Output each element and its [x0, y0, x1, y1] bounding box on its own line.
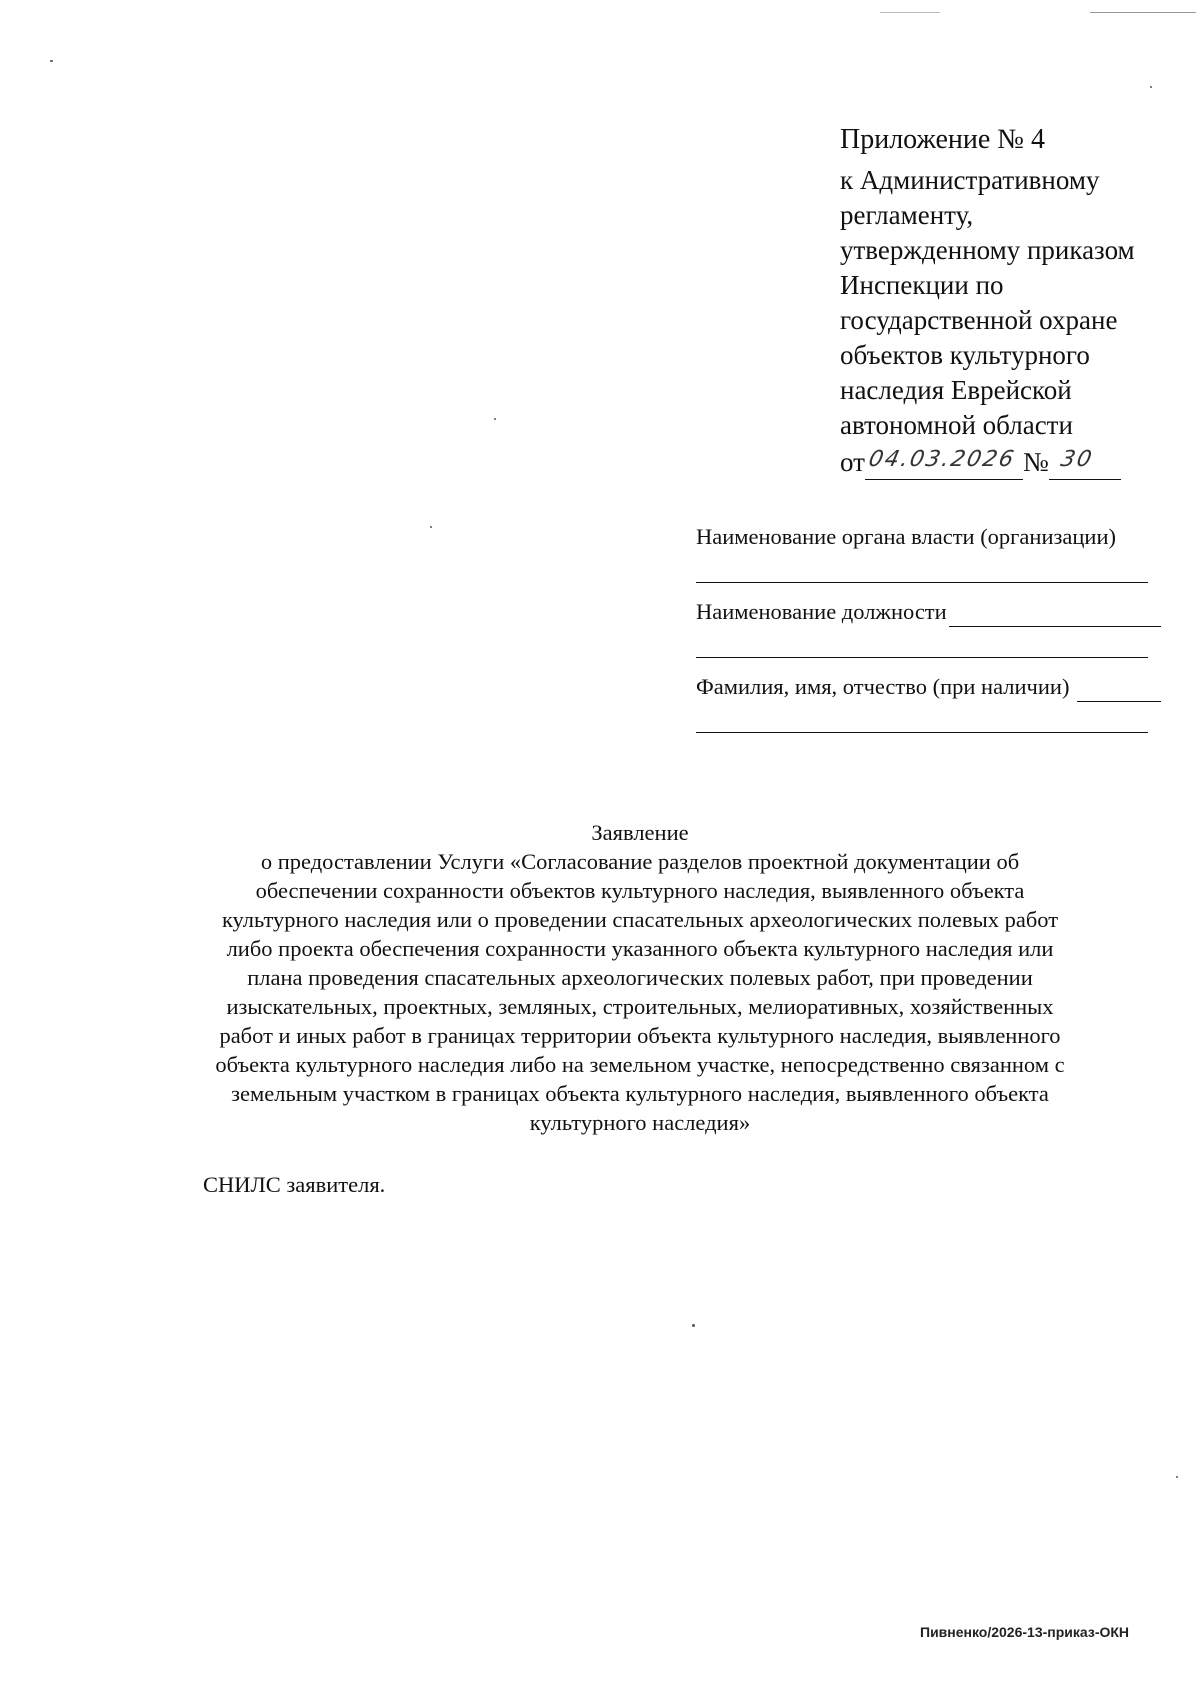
- scan-edge-mark: [1090, 12, 1196, 13]
- scan-speck: [1176, 1476, 1178, 1478]
- appendix-line: объектов культурного: [840, 340, 1090, 370]
- org-name-blank: [696, 552, 1148, 583]
- snils-label: СНИЛС заявителя.: [203, 1172, 386, 1197]
- order-date-number-line: [840, 445, 1170, 480]
- fio-blank-2: [696, 702, 1148, 733]
- fio-label: Фамилия, имя, отчество (при наличии): [696, 674, 1070, 699]
- number-prefix: №: [1022, 447, 1049, 477]
- statement-body: о предоставлении Услуги «Согласование разделов проектной документации об обеспечении сохранности объектов культурного наследия, выявленного объекта культурного наследия или о проведении спасательных археологических полевых работ либо проекта обеспечения сохранности указанного объекта культурного наследия или плана проведения спасательных археологических полевых работ, при проведении изыскательных, проектных, земляных, строительных, мелиоративных, хозяйственных работ и иных работ в границах территории объекта культурного наследия, выявленного объекта культурного наследия либо на земельном участке, непосредственно связанном с земельным участком в границах объекта культурного наследия, выявленного объекта культурного наследия»: [215, 849, 1065, 1135]
- position-label: Наименование должности: [696, 599, 947, 624]
- fio-line: [696, 672, 1161, 702]
- statement: [200, 818, 1080, 1137]
- appendix-line: Инспекции по: [840, 270, 1004, 300]
- position-line: [696, 597, 1161, 627]
- appendix-line: автономной области: [840, 410, 1073, 440]
- position-blank-2: [696, 627, 1148, 658]
- appendix-line: государственной охране: [840, 305, 1118, 335]
- recipient-block: [696, 522, 1161, 763]
- appendix-block: [840, 122, 1170, 480]
- handwritten-number: 30: [1058, 447, 1096, 472]
- appendix-line: наследия Еврейской: [840, 375, 1072, 405]
- org-name-line: [696, 522, 1161, 552]
- appendix-line: к Административному: [840, 165, 1100, 195]
- document-footer-code: Пивненко/2026-13-приказ-ОКН: [920, 1624, 1130, 1640]
- date-prefix: от: [840, 447, 865, 477]
- scan-speck: [50, 60, 53, 62]
- statement-heading: Заявление: [591, 820, 689, 845]
- order-date-field: [865, 445, 1023, 480]
- scan-speck: [1150, 86, 1152, 88]
- scan-speck: [494, 418, 496, 420]
- appendix-line: регламенту,: [840, 200, 974, 230]
- position-blank: [949, 602, 1161, 627]
- scan-speck: [692, 1324, 695, 1327]
- appendix-title: Приложение № 4: [840, 124, 1045, 155]
- scan-speck: [430, 526, 432, 528]
- fio-blank: [1077, 677, 1161, 702]
- handwritten-date: 04.03.2026: [866, 447, 1018, 472]
- appendix-line: утвержденному приказом: [840, 235, 1135, 265]
- order-number-field: [1049, 445, 1121, 480]
- org-name-label: Наименование органа власти (организации): [696, 524, 1116, 549]
- scan-edge-mark: [880, 12, 940, 13]
